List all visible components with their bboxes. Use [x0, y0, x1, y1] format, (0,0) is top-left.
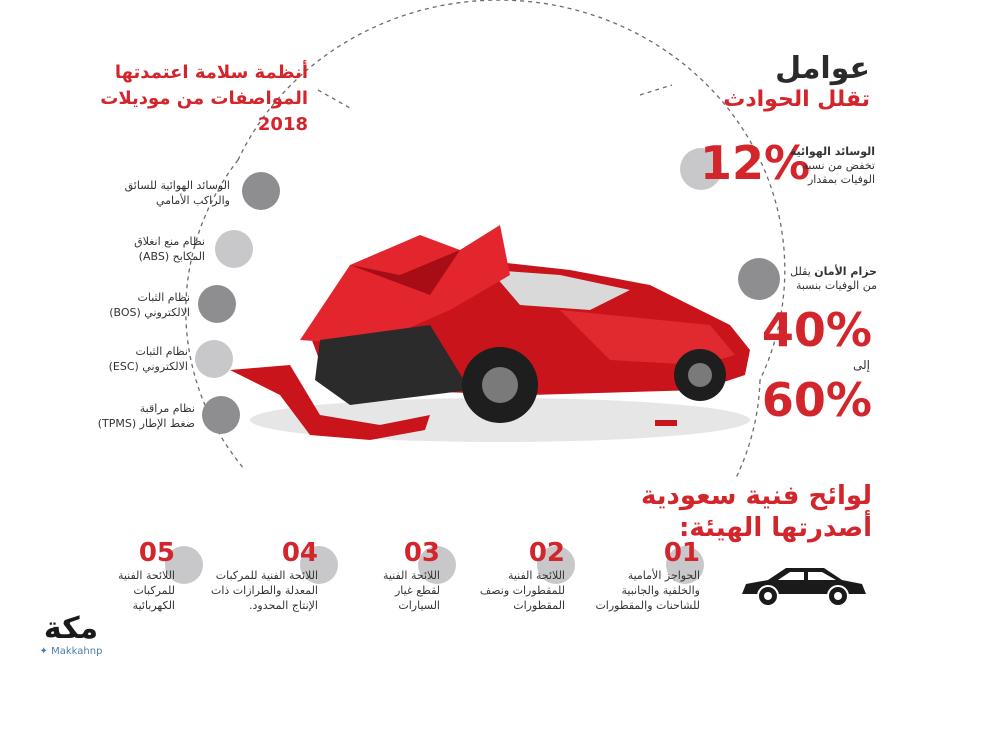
- regulation-number-04: 04: [281, 538, 318, 568]
- regulation-line: السيارات: [398, 599, 440, 612]
- header-reduce-accidents: [610, 52, 870, 114]
- regulations-title-line-1: لوائح فنية سعودية: [640, 481, 872, 511]
- regulation-line: للمقطورات ونصف: [479, 584, 565, 597]
- seatbelt-label: [772, 265, 877, 293]
- regulation-line: المقطورات: [513, 599, 565, 612]
- feature-line-2: الالكتروني (BOS): [109, 306, 190, 319]
- airbags-line-1: تخفض من نسبة: [802, 159, 875, 172]
- feature-tpms: [45, 401, 195, 431]
- crashed-car-illustration: [230, 215, 760, 455]
- seatbelt-line-1: يقلل: [790, 265, 815, 278]
- feature-line-2: ضغط الإطار (TPMS): [97, 417, 195, 430]
- feature-line-1: نظام الثبات: [137, 291, 190, 304]
- regulation-number-01: 01: [663, 538, 700, 568]
- seatbelt-value-from: 40%: [761, 303, 872, 357]
- header-safety-systems: [88, 60, 308, 138]
- twitter-bird-icon: ✦: [39, 646, 48, 657]
- regulation-line: اللائحة الفنية: [117, 569, 175, 582]
- header-line-1: عوامل: [775, 51, 870, 86]
- feature-line-1: نظام منع انغلاق: [134, 235, 205, 248]
- seatbelt-title: حزام الأمان: [814, 265, 877, 278]
- header-line-2: المواصفات من موديلات: [100, 88, 308, 109]
- regulation-line: لقطع غيار: [394, 584, 440, 597]
- feature-line-1: نظام مراقبة: [139, 402, 195, 415]
- regulation-line: المعدلة والطرازات ذات: [211, 584, 318, 597]
- car-silhouette-icon: [738, 560, 870, 610]
- makkah-logo: [26, 612, 116, 657]
- regulation-text-01: [588, 568, 700, 613]
- regulation-line: اللائحة الفنية للمركبات: [215, 569, 318, 582]
- feature-abs: [55, 234, 205, 264]
- regulation-line: الإنتاج المحدود.: [248, 599, 318, 612]
- header-line-2: تقلل الحوادث: [723, 87, 870, 112]
- airbags-line-2: الوفيات بمقدار: [808, 173, 875, 186]
- airbags-title: الوسائد الهوائية: [789, 145, 875, 158]
- feature-dot-1: [242, 172, 280, 210]
- regulation-line: اللائحة الفنية: [507, 569, 565, 582]
- regulation-line: اللائحة الفنية: [382, 569, 440, 582]
- regulation-number-02: 02: [528, 538, 565, 568]
- regulation-text-04: [188, 568, 318, 613]
- regulation-number-03: 03: [403, 538, 440, 568]
- regulations-title: [600, 480, 872, 544]
- feature-line-2: والراكب الأمامي: [155, 194, 230, 207]
- feature-line-1: الوسائد الهوائية للسائق: [124, 179, 230, 192]
- logo-handle: Makkahnp: [51, 646, 103, 657]
- seatbelt-to-word: إلى: [853, 358, 870, 372]
- feature-dot-4: [195, 340, 233, 378]
- airbags-label: [770, 145, 875, 187]
- regulation-number-05: 05: [138, 538, 175, 568]
- regulation-line: الحواجز الأمامية: [627, 569, 700, 582]
- logo-mark: مكة: [43, 611, 99, 646]
- feature-bos: [40, 290, 190, 320]
- airbags-percent: 12%: [700, 136, 811, 190]
- regulation-text-02: [455, 568, 565, 613]
- regulation-line: للشاحنات والمقطورات: [595, 599, 700, 612]
- feature-line-1: نظام الثبات: [135, 345, 188, 358]
- header-line-1: أنظمة سلامة اعتمدتها: [114, 62, 308, 83]
- seatbelt-value-to: 60%: [761, 373, 872, 427]
- header-year: 2018: [257, 114, 308, 135]
- regulation-text-03: [340, 568, 440, 613]
- feature-line-2: المكابح (ABS): [138, 250, 205, 263]
- seatbelt-line-2: من الوفيات بنسبة: [795, 279, 877, 292]
- regulations-title-line-2: أصدرتها الهيئة:: [679, 513, 872, 543]
- regulation-line: للمركبات: [133, 584, 175, 597]
- regulation-text-05: [85, 568, 175, 613]
- feature-airbags: [80, 178, 230, 208]
- feature-esc: [38, 344, 188, 374]
- feature-line-2: الالكتروني (ESC): [108, 360, 188, 373]
- regulation-line: والخلفية والجانبية: [621, 584, 700, 597]
- regulation-line: الكهربائية: [132, 599, 175, 612]
- logo-handle-row: [26, 646, 116, 657]
